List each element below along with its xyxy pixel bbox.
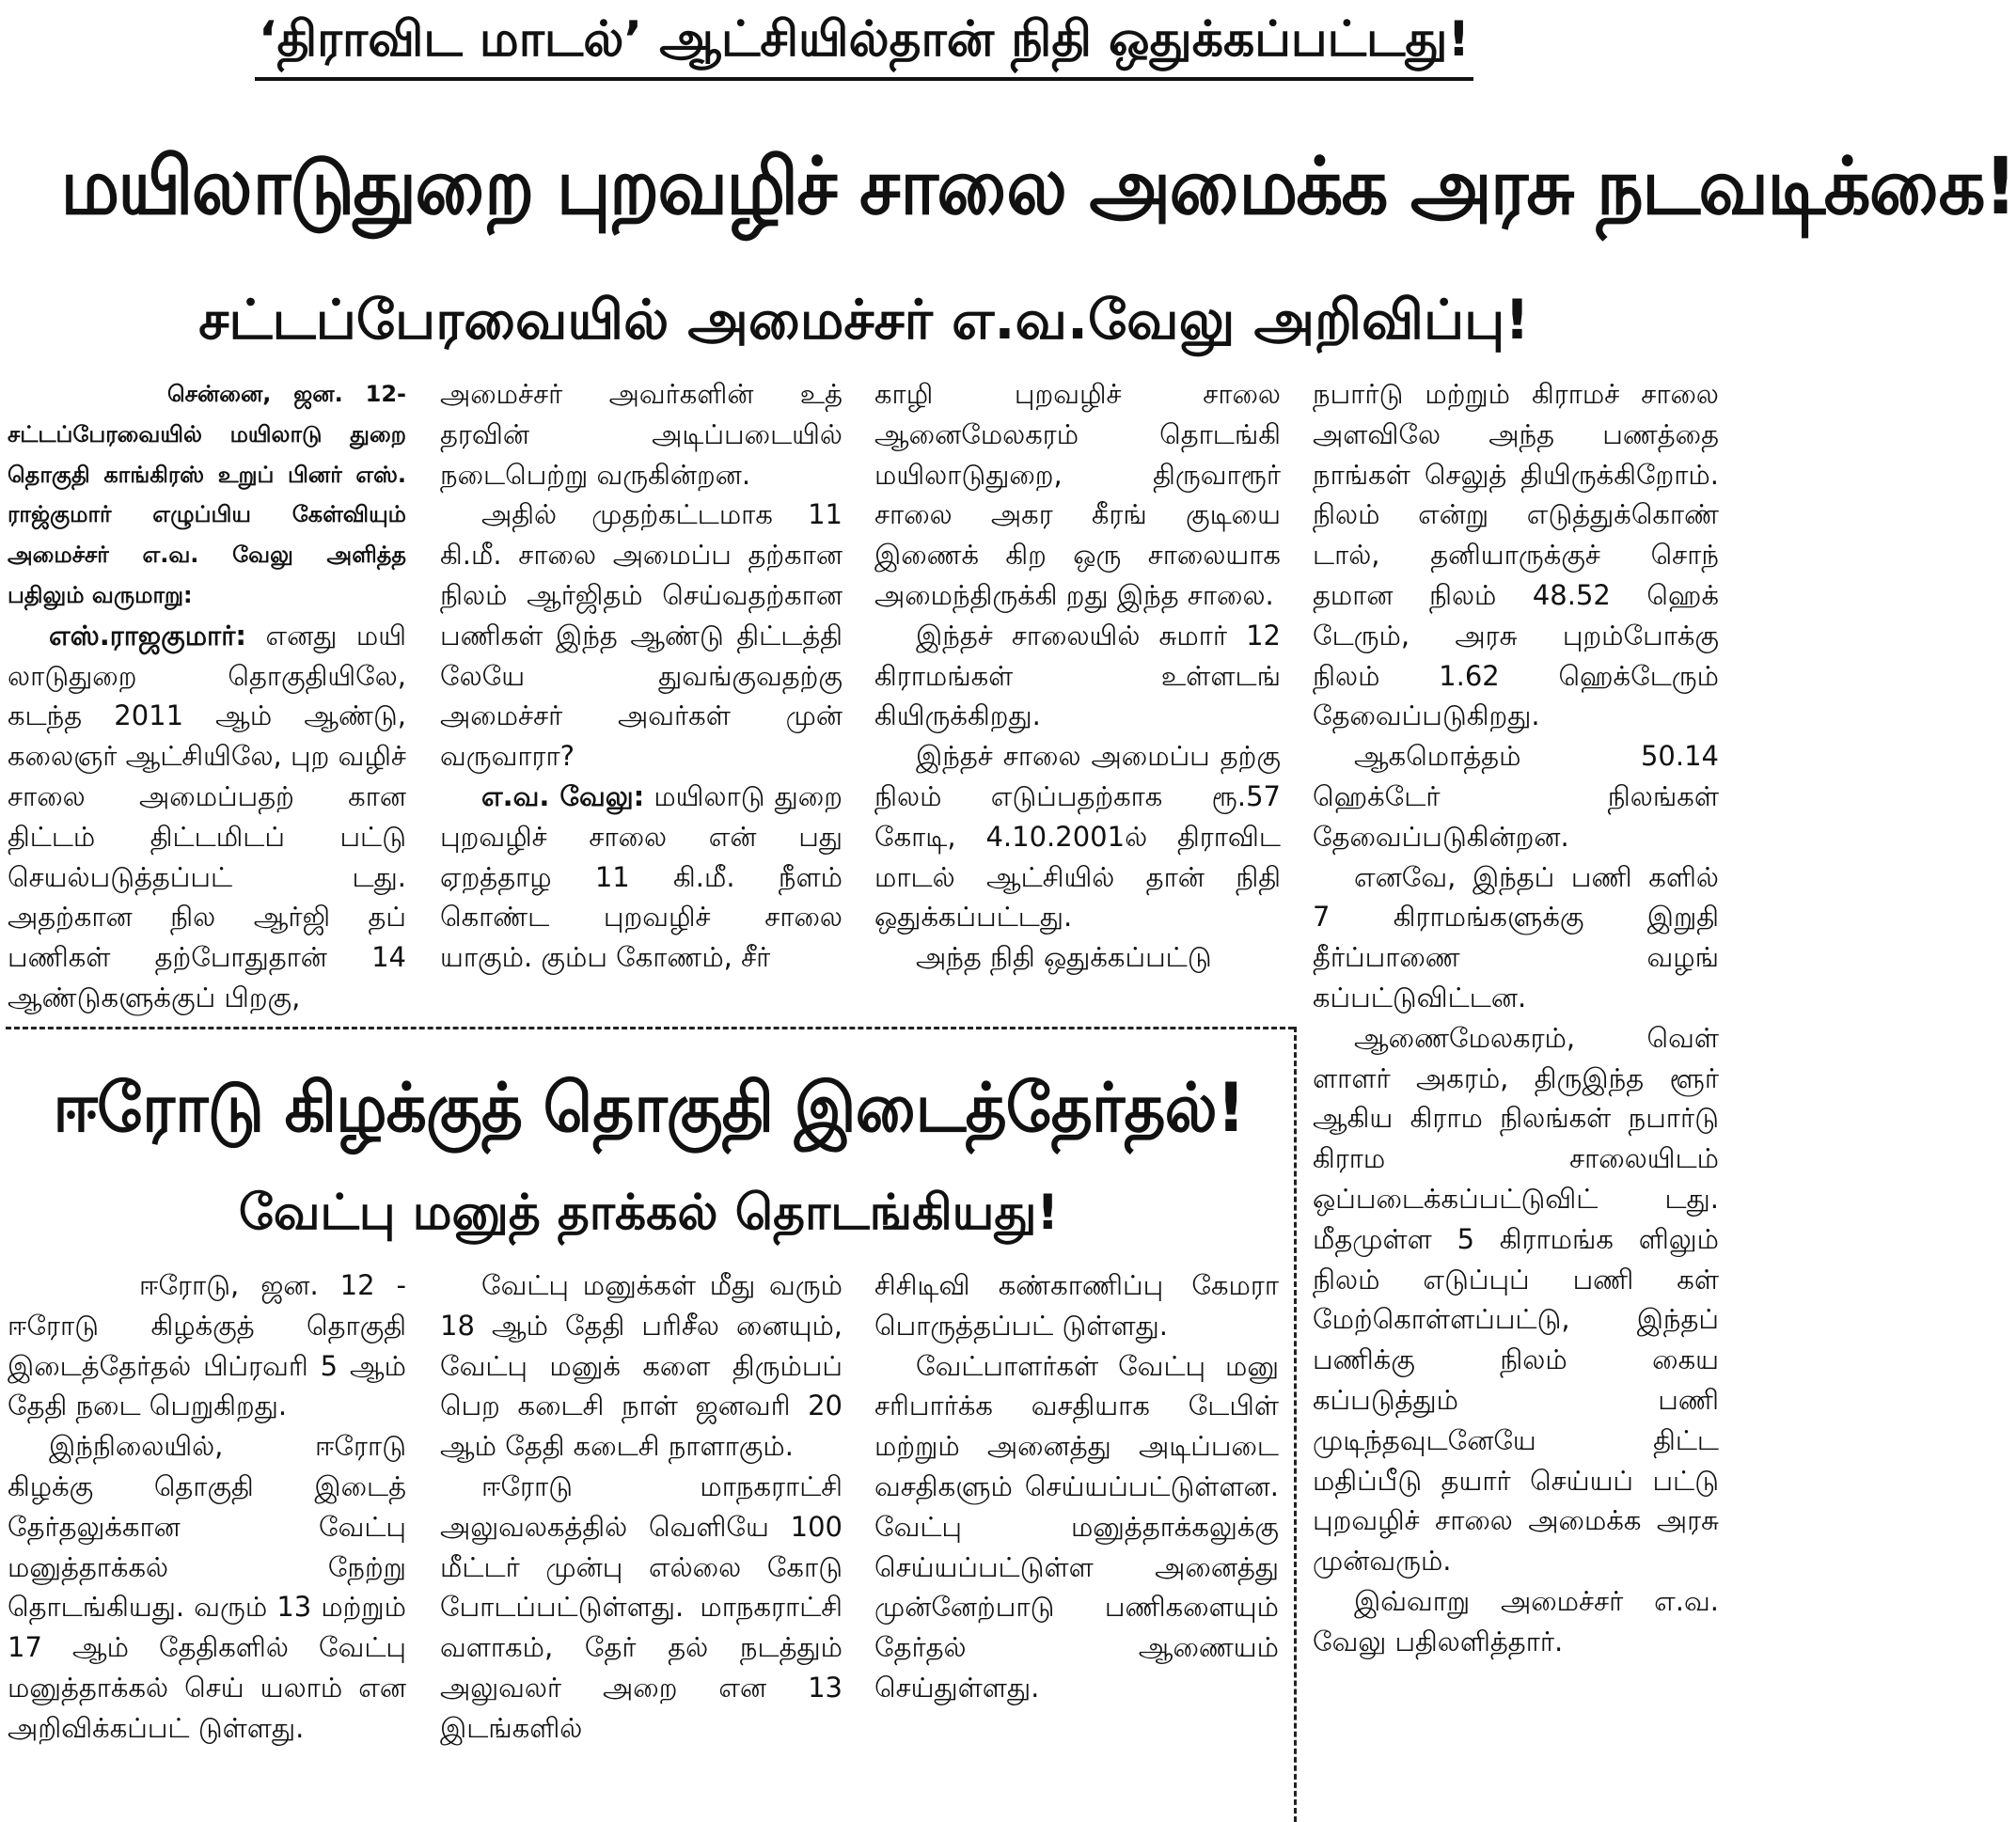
- story2-col3-p1: சிசிடிவி கண்காணிப்பு கேமரா பொருத்தப்பட் டுள்ளது.: [874, 1269, 1279, 1342]
- story2-column-2: [440, 1265, 843, 1814]
- story1-col3-p3: இந்தச் சாலை அமைப்ப தற்கு நிலம் எடுப்பதற்காக ரூ.57 கோடி, 4.10.2001ல் திராவிட மாடல் ஆட்சியில் தான் நிதி ஒதுக்கப்பட்டது.: [874, 740, 1281, 934]
- story1-headline: மயிலாடுதுறை புறவழிச் சாலை அமைக்க அரசு நடவடிக்கை!: [60, 140, 2016, 232]
- story2-subhead: வேட்பு மனுத் தாக்கல் தொடங்கியது!: [238, 1185, 1060, 1241]
- story1-speaker-rajkumar: எஸ்.ராஜகுமார்:: [49, 619, 246, 652]
- story1-col3-p2: இந்தச் சாலையில் சுமார் 12 கிராமங்கள் உள்ளடங் கியிருக்கிறது.: [874, 619, 1281, 732]
- story1-kicker-text: ‘திராவிட மாடல்’ ஆட்சியில்தான் நிதி ஒதுக்கப்பட்டது!: [255, 4, 1473, 81]
- story1-col2-p2: அதில் முதற்கட்டமாக 11 கி.மீ. சாலை அமைப்ப தற்கான நிலம் ஆர்ஜிதம் செய்வதற்கான பணிகள் இந்த ஆண்டு திட்டத்தி லேயே துவங்குவதற்கு அமைச்சர் அவர்கள் முன் வருவாரா?: [440, 498, 843, 773]
- story1-col3-p1: காழி புறவழிச் சாலை ஆனைமேலகரம் தொடங்கி மயிலாடுதுறை, திருவாரூர் சாலை அகர கீரங் குடியை இணைக் கிற ஒரு சாலையாக அமைந்திருக்கி றது இந்த சாலை.: [874, 378, 1281, 611]
- story1-column-3: [874, 374, 1281, 1010]
- story1-lead: சென்னை, ஜன. 12- சட்டப்பேரவையில் மயிலாடு துறை தொகுதி காங்கிரஸ் உறுப் பினர் எஸ். ராஜ்குமார் எழுப்பிய கேள்வியும் அமைச்சர் எ.வ. வேலு அளித்த பதிலும் வருமாறு:: [8, 381, 406, 608]
- story1-column-4: [1313, 374, 1719, 1813]
- story1-col3-p4: அந்த நிதி ஒதுக்கப்பட்டு: [916, 941, 1212, 974]
- story2-col1-p2: இந்நிலையில், ஈரோடு கிழக்கு தொகுதி இடைத் தேர்தலுக்கான வேட்பு மனுத்தாக்கல் நேற்று தொடங்கியது. வரும் 13 மற்றும் 17 ஆம் தேதிகளில் வேட்பு மனுத்தாக்கல் செய் யலாம் என அறிவிக்கப்பட் டுள்ளது.: [8, 1430, 406, 1744]
- story1-col4-p2: ஆகமொத்தம் 50.14 ஹெக்டேர் நிலங்கள் தேவைப்படுகின்றன.: [1313, 740, 1719, 853]
- story1-column-2: [440, 374, 843, 1010]
- story1-col2-p1: அமைச்சர் அவர்களின் உத் தரவின் அடிப்படையில் நடைபெற்று வருகின்றன.: [440, 378, 843, 491]
- story1-col4-p1: நபார்டு மற்றும் கிராமச் சாலை அளவிலே அந்த பணத்தை நாங்கள் செலுத் தியிருக்கிறோம். நிலம் என்று எடுத்துக்கொண் டால், தனியாருக்குச் சொந் தமான நிலம் 48.52 ஹெக் டேரும், அரசு புறம்போக்கு நிலம் 1.62 ஹெக்டேரும் தேவைப்படுகிறது.: [1313, 378, 1719, 732]
- story2-column-1: [8, 1265, 406, 1814]
- story2-headline: ஈரோடு கிழக்குத் தொகுதி இடைத்தேர்தல்!: [53, 1068, 1245, 1147]
- story1-subhead: சட்டப்பேரவையில் அமைச்சர் எ.வ.வேலு அறிவிப்பு!: [198, 288, 1530, 352]
- story2-col2-p1: வேட்பு மனுக்கள் மீது வரும் 18 ஆம் தேதி பரிசீல னையும், வேட்பு மனுக் களை திரும்பப் பெற கடைசி நாள் ஜனவரி 20 ஆம் தேதி கடைசி நாளாகும்.: [440, 1269, 843, 1463]
- story1-speaker-velu: எ.வ. வேலு:: [481, 779, 645, 812]
- story2-border-top: [6, 1027, 1294, 1029]
- story1-col4-p5: இவ்வாறு அமைச்சர் எ.வ. வேலு பதிலளித்தார்.: [1313, 1584, 1719, 1657]
- story1-col1-text: எனது மயி லாடுதுறை தொகுதியிலே, கடந்த 2011 ஆம் ஆண்டு, கலைஞர் ஆட்சியிலே, புற வழிச் சாலை அமைப்பதற் கான திட்டம் திட்டமிடப் பட்டு செயல்படுத்தப்பட் டது. அதற்கான நில ஆர்ஜி தப் பணிகள் தற்போதுதான் 14 ஆண்டுகளுக்குப் பிறகு,: [8, 619, 407, 1013]
- story2-column-3: [874, 1265, 1279, 1814]
- story2-col3-p2: வேட்பாளர்கள் வேட்பு மனு சரிபார்க்க வசதியாக டேபிள் மற்றும் அனைத்து அடிப்படை வசதிகளும் செய்யப்பட்டுள்ளன. வேட்பு மனுத்தாக்கலுக்கு செய்யப்பட்டுள்ள அனைத்து முன்னேற்பாடு பணிகளையும் தேர்தல் ஆணையம் செய்துள்ளது.: [874, 1349, 1279, 1704]
- story1-col4-p4: ஆணைமேலகரம், வெள் ளாளர் அகரம், திருஇந்த ளூர் ஆகிய கிராம நிலங்கள் நபார்டு கிராம சாலையிடம் ஒப்படைக்கப்பட்டுவிட் டது. மீதமுள்ள 5 கிராமங்க ளிலும் நிலம் எடுப்புப் பணி கள் மேற்கொள்ளப்பட்டு, இந்தப் பணிக்கு நிலம் கைய கப்படுத்தும் பணி முடிந்தவுடனேயே திட்ட மதிப்பீடு தயார் செய்யப் பட்டு புறவழிச் சாலை அமைக்க அரசு முன்வரும்.: [1313, 1021, 1719, 1578]
- story2-col2-p2: ஈரோடு மாநகராட்சி அலுவலகத்தில் வெளியே 100 மீட்டர் முன்பு எல்லை கோடு போடப்பட்டுள்ளது. மாநகராட்சி வளாகம், தேர் தல் நடத்தும் அலுவலர் அறை என 13 இடங்களில்: [440, 1469, 843, 1744]
- story2-border-right: [1294, 1027, 1297, 1822]
- story1-col2-p3: மயிலாடு துறை புறவழிச் சாலை என் பது ஏறத்தாழ 11 கி.மீ. நீளம் கொண்ட புறவழிச் சாலை யாகும். கும்ப கோணம், சீர்: [440, 779, 843, 974]
- story2-col1-p1: ஈரோடு, ஜன. 12 - ஈரோடு கிழக்குத் தொகுதி இடைத்தேர்தல் பிப்ரவரி 5 ஆம் தேதி நடை பெறுகிறது.: [8, 1269, 406, 1422]
- story1-kicker: [0, 4, 1728, 81]
- story1-column-1: [8, 374, 407, 1013]
- story1-col4-p3: எனவே, இந்தப் பணி களில் 7 கிராமங்களுக்கு இறுதி தீர்ப்பாணை வழங் கப்பட்டுவிட்டன.: [1313, 860, 1719, 1013]
